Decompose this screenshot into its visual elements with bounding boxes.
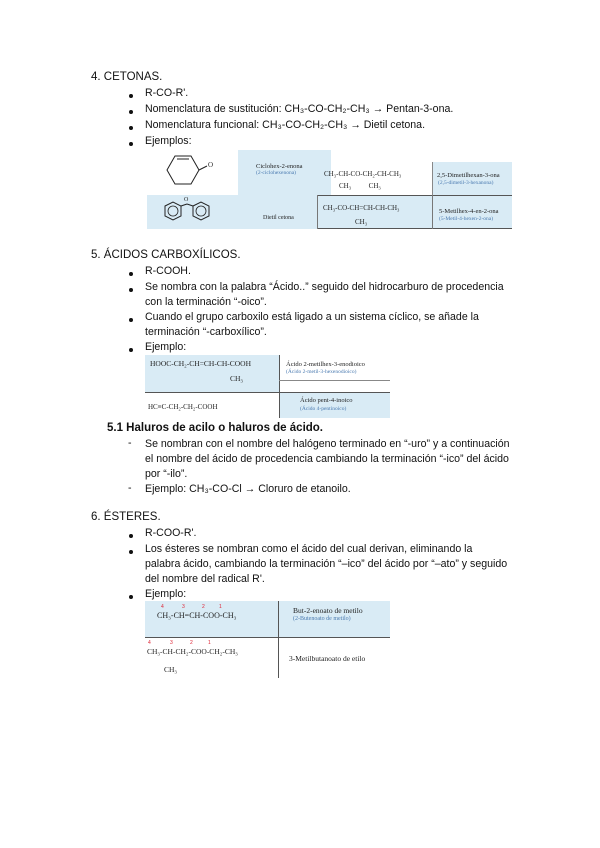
bullet	[129, 126, 133, 130]
s5-bullet-2a: Se nombra con la palabra “Ácido..” seguido del hidrocarburo de procedencia	[145, 281, 504, 293]
ester-r2-num: 2	[190, 640, 193, 646]
dash: -	[128, 482, 132, 494]
s51-item-1c: por “-ilo”.	[145, 468, 188, 480]
acid-r2-name: Ácido pent-4-inoico	[300, 397, 353, 404]
ester-r1-alt: (2-Butenoato de metilo)	[293, 616, 351, 622]
bullet	[129, 94, 133, 98]
ester-r2-num: 3	[170, 640, 173, 646]
bullet	[129, 318, 133, 322]
acid-r1-formula: HOOC-CH₂-CH=CH-CH-COOH	[150, 359, 252, 368]
s5-bullet-2b: con la terminación “-oico”.	[145, 296, 267, 308]
r1-sub: CH₃ CH₃	[339, 182, 381, 190]
benzophenone-structure-icon	[157, 198, 237, 228]
acid-r2-formula: HC≡C-CH₂-CH₂-COOH	[148, 403, 218, 411]
bullet	[129, 550, 133, 554]
ester-r2-name: 3-Metilbutanoato de etilo	[289, 654, 366, 663]
s5-bullet-4: Ejemplo:	[145, 341, 187, 353]
r1-formula: CH₃-CH-CO-CH₂-CH-CH₃	[324, 170, 402, 178]
ester-r1-num: 4	[161, 604, 164, 610]
r1-alt: (2-ciclohexenona)	[256, 170, 297, 176]
acid-examples-table	[145, 355, 390, 418]
s5-bullet-1: R-COOH.	[145, 265, 191, 277]
r1-name: Ciclohex-2-enona	[256, 163, 303, 170]
s5-bullet-3a: Cuando el grupo carboxilo está ligado a un sistema cíclico, se añade la	[145, 311, 479, 323]
ring-o-label: O	[208, 161, 214, 169]
section-5-1-title: 5.1 Haluros de acilo o haluros de ácido.	[107, 422, 324, 434]
bullet	[129, 348, 133, 352]
bullet	[129, 142, 133, 146]
r1-result-alt: (2,5-dimetil-3-hexanona)	[438, 180, 494, 186]
ester-r2-sub: CH₃	[164, 665, 178, 674]
s4-bullet-2: Nomenclatura de sustitución: CH₃-CO-CH₂-CH₃ → Pentan-3-ona.	[145, 103, 454, 115]
cyclohexenone-structure-icon	[155, 152, 235, 192]
acid-r1-name: Ácido 2-metilhex-3-enodioico	[286, 361, 365, 368]
dash: -	[128, 437, 132, 449]
ester-r2-num: 1	[208, 640, 211, 646]
section-6-title: 6. ÉSTERES.	[91, 511, 161, 523]
acid-r1-sub: CH₃	[230, 374, 244, 383]
s6-bullet-2a: Los ésteres se nombran como el ácido del cual derivan, eliminando la	[145, 543, 473, 555]
acid-r2-alt: (Ácido 4-pentinoico)	[300, 406, 347, 412]
acid-r1-alt: (Ácido 2-metil-3-hexenodioico)	[286, 369, 357, 375]
r2-name: Dietil cetona	[263, 215, 294, 221]
ester-r1-num: 1	[219, 604, 222, 610]
section-4-title: 4. CETONAS.	[91, 71, 163, 83]
ester-r1-name: But-2-enoato de metilo	[293, 606, 363, 615]
ester-r2-num: 4	[148, 640, 151, 646]
s4-bullet-4: Ejemplos:	[145, 135, 192, 147]
s51-item-2: Ejemplo: CH₃-CO-Cl → Cloruro de etanoilo.	[145, 483, 351, 495]
s6-bullet-3: Ejemplo:	[145, 588, 187, 600]
section-5-title: 5. ÁCIDOS CARBOXÍLICOS.	[91, 249, 241, 261]
bullet	[129, 595, 133, 599]
s4-bullet-3: Nomenclatura funcional: CH₃-CO-CH₂-CH₃ → Dietil cetona.	[145, 119, 426, 131]
bullet	[129, 288, 133, 292]
s4-bullet-1: R-CO-R'.	[145, 87, 189, 99]
ester-r1-num: 3	[182, 604, 185, 610]
ester-r1-formula: CH₃-CH=CH-COO-CH₃	[157, 611, 237, 620]
bullet	[129, 534, 133, 538]
r1-result: 2,5-Dimetilhexan-3-ona	[437, 172, 500, 179]
ester-r1-num: 2	[202, 604, 205, 610]
ketone-examples-table	[147, 150, 512, 230]
ester-examples-table	[145, 601, 390, 678]
s6-bullet-1: R-COO-R'.	[145, 527, 197, 539]
s5-bullet-3b: terminación “-carboxílico”.	[145, 326, 267, 338]
r2-result: 5-Metilhex-4-en-2-ona	[439, 208, 499, 215]
ester-r2-formula: CH₃-CH-CH₂-COO-CH₂-CH₃	[147, 647, 238, 656]
s51-item-1b: el nombre del ácido de procedencia cambiando la terminación “-ico” del ácido	[145, 453, 509, 465]
r2-formula: CH₃-CO-CH=CH-CH-CH₃	[323, 204, 400, 212]
r2-sub: CH₃	[355, 218, 368, 226]
s51-item-1a: Se nombran con el nombre del halógeno terminado en “-uro” y a continuación	[145, 438, 510, 450]
r2-result-alt: (5-Metil-4-hexen-2-ona)	[439, 216, 494, 222]
ketone-o-label: O	[184, 197, 189, 203]
s6-bullet-2c: del nombre del radical R'.	[145, 573, 265, 585]
s6-bullet-2b: palabra ácido, cambiando la terminación “–ico” del ácido por “–ato” y seguido	[145, 558, 508, 570]
bullet	[129, 110, 133, 114]
bullet	[129, 272, 133, 276]
